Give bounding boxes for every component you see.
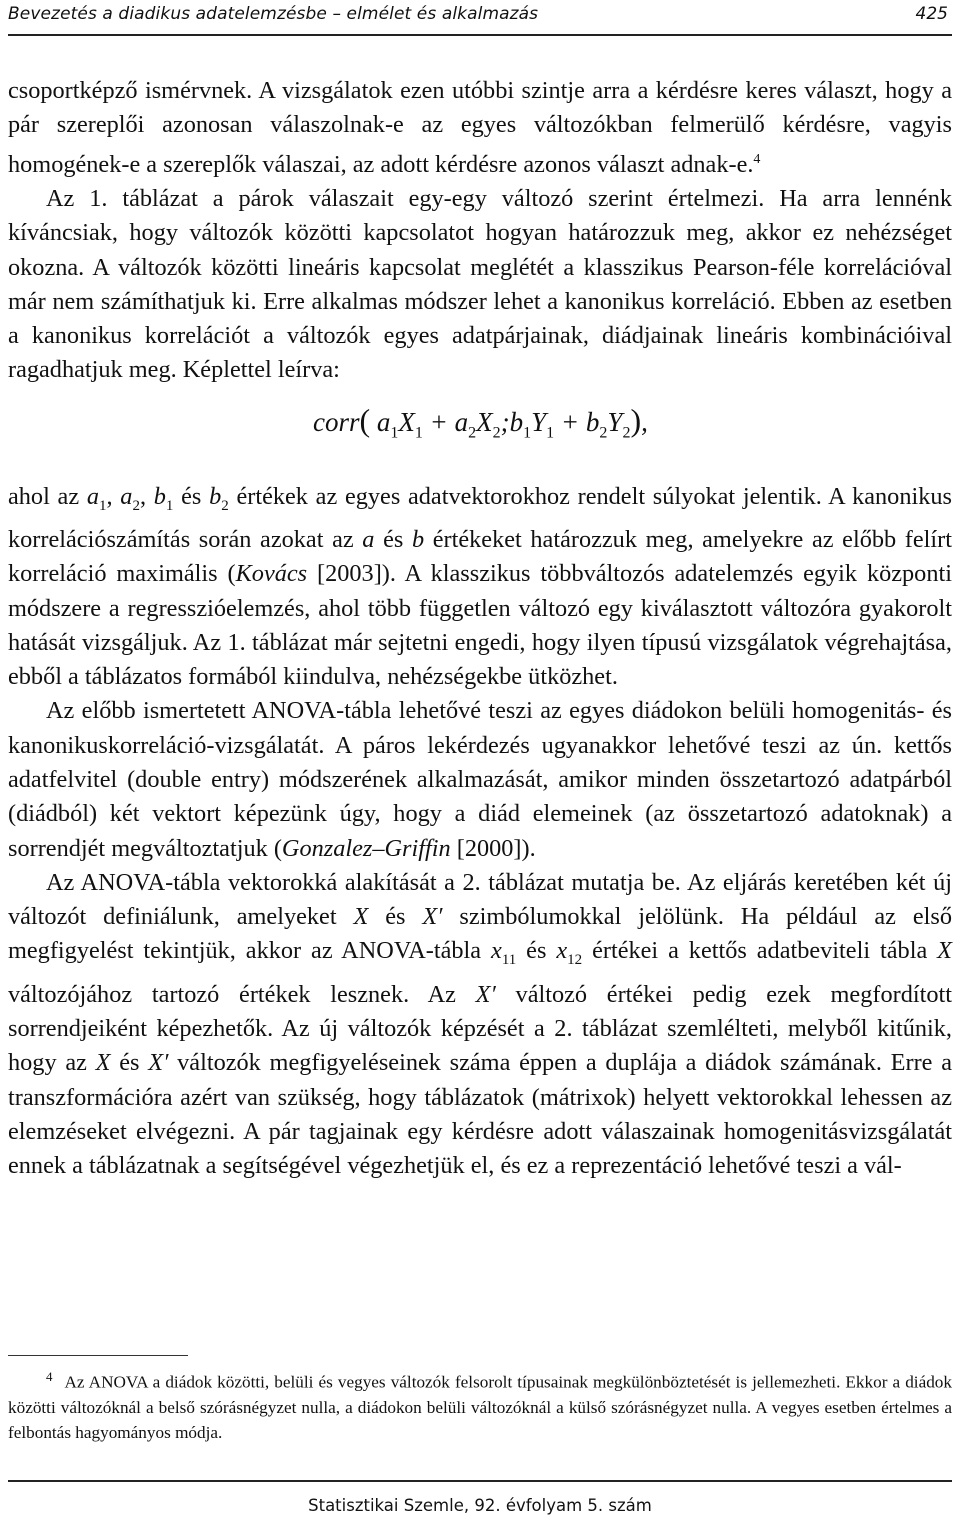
footnote-divider [8, 1355, 188, 1356]
footnote-4 [8, 1364, 952, 1445]
paragraph-5: Az ANOVA-tábla vektorokká alakítását a 2. táblázat mutatja be. Az eljárás keretében két új változót definiálunk, amelyeket X és X′ szimbólumokkal jelölünk. Ha például az első megfigyelést tekintjük, akkor az ANOVA-tábla $x_{11}$ és $x_{12}$ értékei a kettős adatbeviteli tábla X változójához tartozó értékek lesznek. Az X′ változó értékei pedig ezek megfordított sorrendjeiként képezhetők. Az új változók képzését a 2. táblázat szemlélteti, melyből kitűnik, hogy az X és X′ változók megfigyeléseinek száma éppen a duplája a diádok számának. Erre a transzformációra azért van szükség, hogy táblázatok (mátrixok) helyett vektorokkal lehessen az elemzéseket elvégezni. A pár tagjainak egy kérdésre adott válaszainak homogenitásvizsgálatát ennek a táblázatnak a segítségével végezhetjük el, és ez a reprezentáció lehetővé teszi a vál- [8, 868, 952, 1180]
footnote-ref[interactable]: 4 [753, 151, 761, 167]
formula-expression: corr( $a_1X_1$ + $a_2X_2;b_1Y_1 + b_2Y_2$), [313, 401, 648, 442]
footnote-number: 4 [46, 1369, 53, 1384]
paragraph-4: Az előbb ismertetett ANOVA-tábla lehetővé teszi az egyes diádokon belüli homogenitás- és kanonikuskorreláció-vizsgálatát. A páros lekérdezés ugyanakkor lehetővé teszi az ún. kettős adatfelvitel (double entry) módszerének alkalmazását, amikor minden összetartozó adatpárból (diádból) két vektort képezünk úgy, hogy a diád elemeinek (az összetartozó adatoknak) a sorrendjét megváltoztatjuk (Gonzalez–Griffin [2000]). [8, 697, 952, 862]
running-header [8, 0, 952, 36]
article-body [8, 74, 952, 1183]
footnote-text: Az ANOVA a diádok közötti, belüli és vegyes változók felsorolt típusainak megkülönböztetését is jellemezheti. Ekkor a diádok közötti változóknál a belső szórásnégyzet nulla, a diádokon belüli változóknál a külső szórásnégyzet nulla. A vegyes esetben értelmes a felbontás hagyományos módja. [8, 1372, 952, 1442]
journal-name: Statisztikai Szemle, 92. évfolyam 5. szám [308, 1496, 652, 1515]
paragraph-2: Az 1. táblázat a párok válaszait egy-egy változó szerint értelmezi. Ha arra lennénk kíváncsiak, hogy változók közötti kapcsolatot hogyan határozzuk meg, akkor ez nehézséget okozna. A változók közötti lineáris kapcsolat meglétét a klasszikus Pearson-féle korrelációval már nem számíthatjuk ki. Erre alkalmas módszer lehet a kanonikus korreláció. Ebben az esetben a kanonikus korrelációt a változók egyes adatpárjainak, diádjainak lineáris kombinációival ragadhatjuk meg. Képlettel leírva: [8, 184, 952, 384]
page-number: 425 [915, 4, 948, 24]
citation-gonzalez-griffin: Gonzalez–Griffin [281, 834, 451, 862]
running-title: Bevezetés a diadikus adatelemzésbe – elmélet és alkalmazás [8, 4, 539, 24]
paragraph-1: csoportképző ismérvnek. A vizsgálatok ezen utóbbi szintje arra a kérdésre keres választ, hogy a pár szereplői azonosan válaszolnak-e az egyes változókban felmerülő kérdésre, vagyis homogének-e a szereplők válaszai, az adott kérdésre azonos választ adnak-e.$^4$ [8, 77, 952, 178]
canonical-correlation-formula [8, 388, 952, 480]
paragraph-3: ahol az $a_1$, $a_2$, $b_1$ és $b_2$ értékek az egyes adatvektorokhoz rendelt súlyokat jelentik. A kanonikus korrelációszámítás során azokat az a és b értékeket határozzuk meg, amelyekre az előbb felírt korreláció maximális (Kovács [2003]). A klasszikus többváltozós adatelemzés egyik központi módszere a regresszióelemzés, ahol több független változó egy kiválasztott változóra gyakorolt hatását vizsgáljuk. Az 1. táblázat már sejtetni engedi, hogy ilyen típusú vizsgálatok végrehajtása, ebből a táblázatos formából kiindulva, nehézségekbe ütközhet. [8, 482, 952, 691]
running-footer [8, 1480, 952, 1515]
citation-kovacs: Kovács [235, 560, 308, 588]
